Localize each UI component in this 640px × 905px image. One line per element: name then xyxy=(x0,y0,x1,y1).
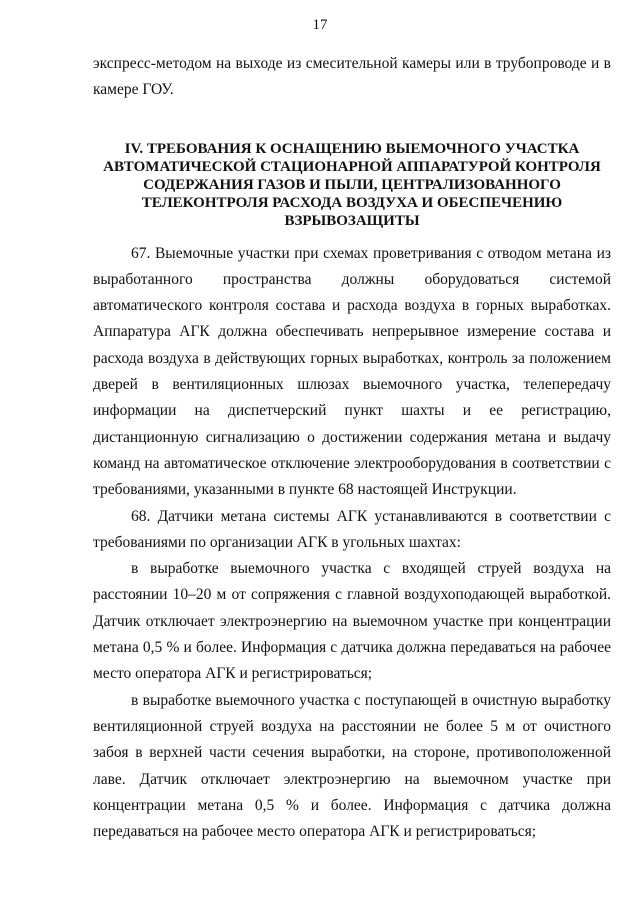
section-heading: IV. ТРЕБОВАНИЯ К ОСНАЩЕНИЮ ВЫЕМОЧНОГО УЧАСТКА АВТОМАТИЧЕСКОЙ СТАЦИОНАРНОЙ АППАРАТУРОЙ КОНТРОЛЯ СОДЕРЖАНИЯ ГАЗОВ И ПЫЛИ, ЦЕНТРАЛИЗОВАННОГО ТЕЛЕКОНТРОЛЯ РАСХОДА ВОЗДУХА И ОБЕСПЕЧЕНИЮ ВЗРЫВОЗАЩИТЫ xyxy=(103,140,601,229)
page-number: 17 xyxy=(312,17,328,33)
sensor-location-intake: в выработке выемочного участка с входящей струей воздуха на расстоянии 10–20 м от сопряжения с главной воздухоподающей выработкой. Датчик отключает электроэнергию на выемочном участке при концентрации метана 0,5 % и более. Информация с датчика должна передаваться на рабочее место оператора АГК и регистрироваться; xyxy=(93,560,611,683)
sensor-location-face: в выработке выемочного участка с поступающей в очистную выработку вентиляционной струей воздуха на расстоянии не более 5 м от очистного забоя в верхней части сечения выработки, на стороне, противоположенной лаве. Датчик отключает электроэнергию на выемочном участке при концентрации метана 0,5 % и более. Информация с датчика должна передаваться на рабочее место оператора АГК и регистрироваться; xyxy=(93,691,611,841)
document-body xyxy=(93,51,611,845)
paragraph-68: 68. Датчики метана системы АГК устанавливаются в соответствии с требованиями по организации АГК в угольных шахтах: xyxy=(93,507,611,551)
paragraph-67: 67. Выемочные участки при схемах проветривания с отводом метана из выработанного пространства должны оборудоваться системой автоматического контроля состава и расхода воздуха в горных выработках. Аппаратура АГК должна обеспечивать непрерывное измерение состава и расхода воздуха в действующих горных выработках, контроль за положением дверей в вентиляционных шлюзах выемочного участка, телепередачу информации на диспетчерский пункт шахты и ее регистрацию, дистанционную сигнализацию о достижении содержания метана и выдачу команд на автоматическое отключение электрооборудования в соответствии с требованиями, указанными в пункте 68 настоящей Инструкции. xyxy=(93,244,611,499)
continued-paragraph: экспресс-методом на выходе из смесительной камеры или в трубопроводе и в камере ГОУ. xyxy=(93,55,611,99)
